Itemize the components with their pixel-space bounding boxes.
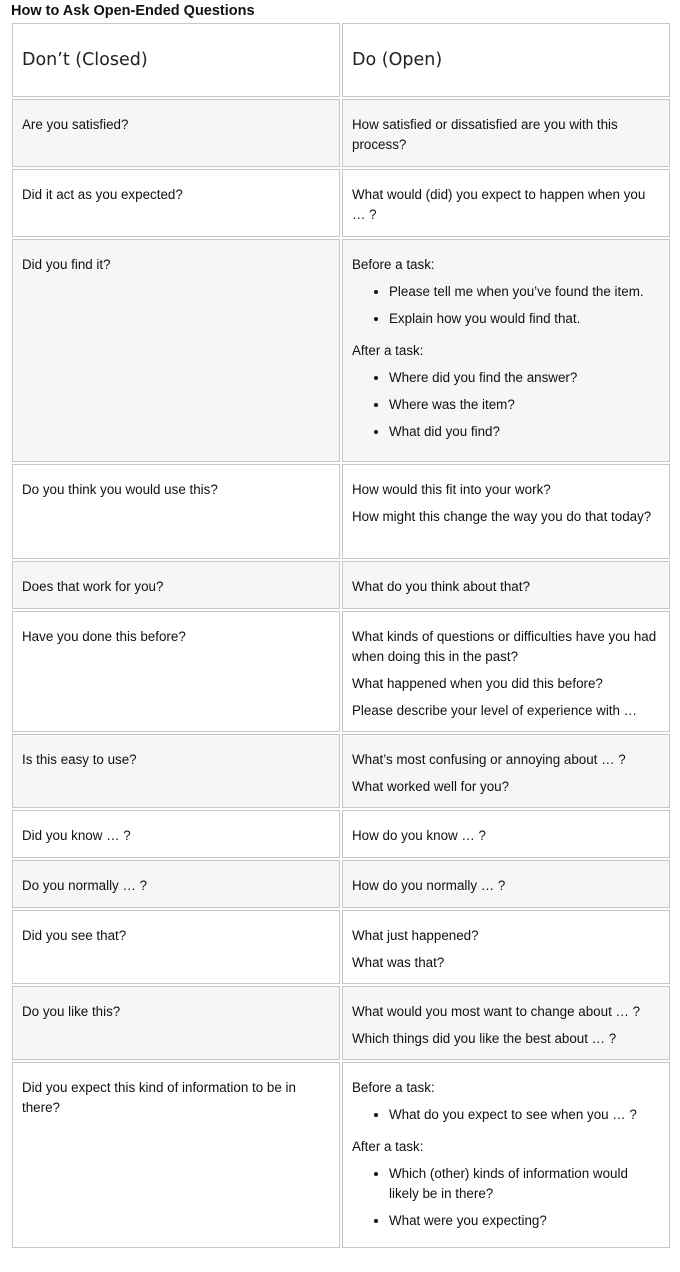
open-question: How would this fit into your work? [352, 482, 551, 497]
after-task-list [352, 368, 660, 442]
open-question-cell [342, 734, 670, 808]
open-question-cell [342, 860, 670, 908]
table-row [12, 99, 670, 167]
closed-question: Have you done this before? [22, 629, 186, 644]
closed-question: Did you know … ? [22, 828, 131, 843]
open-question: What would (did) you expect to happen when you … ? [352, 187, 646, 222]
closed-question-cell [12, 561, 340, 609]
table-row [12, 810, 670, 858]
closed-question-cell [12, 734, 340, 808]
open-question: How do you know … ? [352, 828, 486, 843]
open-question: Please describe your level of experience with … [352, 703, 638, 718]
table-row [12, 910, 670, 984]
open-question: Which things did you like the best about … ? [352, 1031, 617, 1046]
column-header-open: Do (Open) [342, 23, 670, 97]
open-question: What worked well for you? [352, 779, 510, 794]
closed-question-cell [12, 99, 340, 167]
list-item: • Which (other) kinds of information would likely be in there? [389, 1164, 660, 1204]
questions-table [10, 21, 672, 1250]
closed-question-cell [12, 169, 340, 237]
closed-question: Did you see that? [22, 928, 127, 943]
open-question-cell [342, 561, 670, 609]
open-question-cell [342, 986, 670, 1060]
open-question: What kinds of questions or difficulties have you had when doing this in the past? [352, 629, 657, 664]
list-item: • What did you find? [389, 422, 660, 442]
table-row [12, 464, 670, 559]
closed-question-cell [12, 464, 340, 559]
list-item: • What were you expecting? [389, 1211, 660, 1231]
list-item: • Please tell me when you’ve found the item. [389, 282, 660, 302]
open-question-cell [342, 611, 670, 732]
open-question: What happened when you did this before? [352, 676, 603, 691]
closed-question-cell [12, 239, 340, 462]
before-task-label: Before a task: [352, 1080, 435, 1095]
closed-question: Are you satisfied? [22, 117, 129, 132]
after-task-label: After a task: [352, 1139, 424, 1154]
table-row [12, 239, 670, 462]
open-question: What do you think about that? [352, 579, 530, 594]
table-header-row [12, 23, 670, 97]
open-question-cell [342, 910, 670, 984]
open-question-cell [342, 1062, 670, 1248]
open-question: What was that? [352, 955, 445, 970]
closed-question: Is this easy to use? [22, 752, 137, 767]
closed-question: Do you think you would use this? [22, 482, 218, 497]
table-row [12, 860, 670, 908]
open-question-cell [342, 810, 670, 858]
closed-question-cell [12, 810, 340, 858]
closed-question-cell [12, 611, 340, 732]
open-question-cell [342, 239, 670, 462]
open-question: What’s most confusing or annoying about … ? [352, 752, 626, 767]
table-row [12, 561, 670, 609]
open-question-cell [342, 464, 670, 559]
column-header-closed: Don’t (Closed) [12, 23, 340, 97]
before-task-list [352, 282, 660, 329]
closed-question-cell [12, 986, 340, 1060]
open-question-cell [342, 169, 670, 237]
before-task-label: Before a task: [352, 257, 435, 272]
list-item: • Explain how you would find that. [389, 309, 660, 329]
closed-question: Did you expect this kind of information to be in there? [22, 1080, 296, 1115]
table-row [12, 169, 670, 237]
open-question-cell [342, 99, 670, 167]
table-row [12, 986, 670, 1060]
list-item: • Where was the item? [389, 395, 660, 415]
closed-question: Do you like this? [22, 1004, 121, 1019]
after-task-list [352, 1164, 660, 1231]
page-title: How to Ask Open-Ended Questions [11, 3, 255, 19]
table-row [12, 611, 670, 732]
closed-question: Did it act as you expected? [22, 187, 183, 202]
closed-question: Do you normally … ? [22, 878, 148, 893]
list-item: • What do you expect to see when you … ? [389, 1105, 660, 1125]
closed-question-cell [12, 1062, 340, 1248]
table-row [12, 1062, 670, 1248]
list-item: • Where did you find the answer? [389, 368, 660, 388]
before-task-list [352, 1105, 660, 1125]
open-question: How might this change the way you do that today? [352, 509, 652, 524]
closed-question-cell [12, 860, 340, 908]
open-question: What just happened? [352, 928, 479, 943]
open-question: How do you normally … ? [352, 878, 506, 893]
closed-question: Does that work for you? [22, 579, 164, 594]
closed-question-cell [12, 910, 340, 984]
closed-question: Did you find it? [22, 257, 111, 272]
after-task-label: After a task: [352, 343, 424, 358]
table-row [12, 734, 670, 808]
open-question: How satisfied or dissatisfied are you with this process? [352, 117, 618, 152]
open-question: What would you most want to change about … ? [352, 1004, 641, 1019]
